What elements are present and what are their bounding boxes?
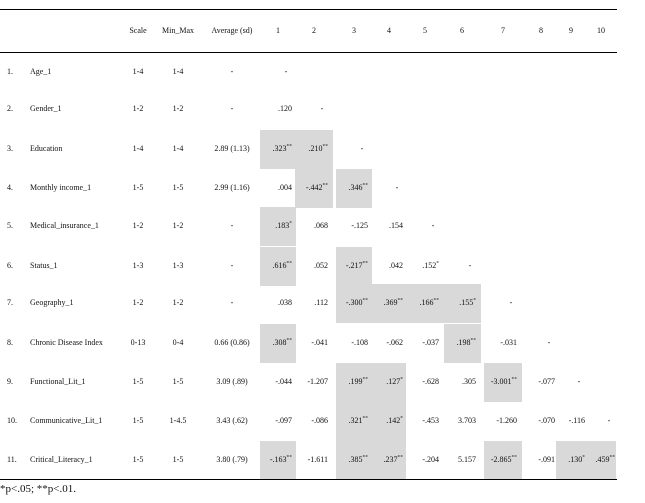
column-header: Min_Max	[162, 26, 194, 35]
row-min-max: 1-4	[172, 67, 184, 76]
correlation-value: -.442**	[305, 182, 328, 192]
header-rule	[0, 52, 617, 53]
row-min-max: 1-4	[172, 144, 184, 153]
row-scale: 1-5	[132, 455, 144, 464]
correlation-value: .369**	[383, 297, 403, 307]
column-header: 5	[423, 26, 427, 35]
correlation-value: .183*	[275, 220, 292, 230]
correlation-value: .305	[462, 377, 476, 386]
correlation-value: -.300**	[345, 297, 368, 307]
row-scale: 1-2	[132, 298, 144, 307]
column-header: Average (sd)	[211, 26, 253, 35]
row-min-max: 1-5	[172, 455, 184, 464]
row-min-max: 1-2	[172, 298, 184, 307]
row-scale: 1-4	[132, 67, 144, 76]
row-average: -	[230, 221, 234, 230]
correlation-value: 3.703	[458, 416, 476, 425]
column-header: 3	[352, 26, 356, 35]
column-header: 1	[276, 26, 280, 35]
row-number: 8.	[7, 338, 13, 347]
row-variable-name: Functional_Lit_1	[30, 377, 86, 386]
row-scale: 1-2	[132, 104, 144, 113]
row-number: 5.	[7, 221, 13, 230]
row-scale: 1-5	[132, 183, 144, 192]
row-min-max: 1-2	[172, 221, 184, 230]
correlation-value: .112	[314, 298, 328, 307]
correlation-value: -.628	[422, 377, 439, 386]
row-number: 1.	[7, 67, 13, 76]
correlation-value: .038	[278, 298, 292, 307]
column-header: 10	[597, 26, 605, 35]
row-variable-name: Age_1	[30, 67, 52, 76]
correlation-value: .004	[278, 183, 292, 192]
correlation-value: -	[320, 104, 324, 113]
correlation-value: -.116	[568, 416, 585, 425]
row-min-max: 1-5	[172, 183, 184, 192]
row-number: 3.	[7, 144, 13, 153]
correlation-value: -.070	[538, 416, 555, 425]
row-scale: 1-5	[132, 416, 144, 425]
correlation-value: .166**	[419, 297, 439, 307]
row-number: 11.	[7, 455, 17, 464]
row-min-max: 1-4.5	[169, 416, 187, 425]
correlation-value: .068	[314, 221, 328, 230]
row-variable-name: Education	[30, 144, 63, 153]
correlation-value: -.453	[422, 416, 439, 425]
row-number: 7.	[7, 298, 13, 307]
correlation-value: -.041	[311, 338, 328, 347]
correlation-value: -1.207	[307, 377, 328, 386]
row-scale: 1-2	[132, 221, 144, 230]
row-average: 3.80 (.79)	[216, 455, 248, 464]
row-average: 2.99 (1.16)	[214, 183, 250, 192]
row-min-max: 0-4	[172, 338, 184, 347]
correlation-value: 5.157	[458, 455, 476, 464]
column-header: 2	[312, 26, 316, 35]
row-variable-name: Gender_1	[30, 104, 62, 113]
row-scale: 1-3	[132, 261, 144, 270]
correlation-value: -	[360, 144, 364, 153]
row-min-max: 1-2	[172, 104, 184, 113]
correlation-value: .142*	[386, 415, 403, 425]
row-number: 9.	[7, 377, 13, 386]
row-min-max: 1-5	[172, 377, 184, 386]
row-average: -	[230, 261, 234, 270]
correlation-value: -	[509, 298, 513, 307]
row-variable-name: Monthly income_1	[30, 183, 92, 192]
correlation-value: .152*	[422, 260, 439, 270]
row-scale: 1-5	[132, 377, 144, 386]
correlation-value: -.091	[538, 455, 555, 464]
correlation-value: .127*	[386, 376, 403, 386]
correlation-value: .052	[314, 261, 328, 270]
correlation-value: .321**	[348, 415, 368, 425]
correlation-value: .154	[389, 221, 403, 230]
correlation-value: .616**	[272, 260, 292, 270]
row-number: 4.	[7, 183, 13, 192]
correlation-value: -	[577, 377, 581, 386]
correlation-value: -.062	[386, 338, 403, 347]
correlation-value: .130*	[568, 454, 585, 464]
row-variable-name: Chronic Disease Index	[30, 338, 103, 347]
correlation-value: -3.001**	[490, 376, 517, 386]
correlation-value: .210**	[308, 143, 328, 153]
column-header: 4	[387, 26, 391, 35]
correlation-value: -.125	[351, 221, 368, 230]
correlation-value: .237**	[383, 454, 403, 464]
row-min-max: 1-3	[172, 261, 184, 270]
row-average: -	[230, 104, 234, 113]
correlation-value: -.163**	[269, 454, 292, 464]
row-average: -	[230, 298, 234, 307]
row-number: 10.	[7, 416, 17, 425]
correlation-value: -	[547, 338, 551, 347]
bottom-rule	[0, 479, 617, 480]
correlation-value: -1.260	[496, 416, 517, 425]
correlation-value: -	[395, 183, 399, 192]
correlation-value: -	[431, 221, 435, 230]
row-variable-name: Medical_insurance_1	[30, 221, 99, 230]
row-number: 2.	[7, 104, 13, 113]
row-variable-name: Geography_1	[30, 298, 74, 307]
row-average: 0.66 (0.86)	[214, 338, 250, 347]
row-scale: 1-4	[132, 144, 144, 153]
correlation-value: -.108	[351, 338, 368, 347]
row-scale: 0-13	[130, 338, 146, 347]
correlation-value: .155*	[459, 297, 476, 307]
row-average: 3.09 (.89)	[216, 377, 248, 386]
correlation-value: -.044	[275, 377, 292, 386]
correlation-value: -.077	[538, 377, 555, 386]
correlation-value: .198**	[456, 337, 476, 347]
correlation-value: .346**	[348, 182, 368, 192]
correlation-value: -.097	[275, 416, 292, 425]
correlation-value: .042	[389, 261, 403, 270]
correlation-value: -.204	[422, 455, 439, 464]
row-average: 2.89 (1.13)	[214, 144, 250, 153]
top-rule	[0, 9, 617, 10]
row-average: 3.43 (.62)	[216, 416, 248, 425]
table-footnote: *p<.05; **p<.01.	[0, 483, 76, 495]
correlation-value: -.086	[311, 416, 328, 425]
row-average: -	[230, 67, 234, 76]
column-header: 7	[501, 26, 505, 35]
row-variable-name: Status_1	[30, 261, 58, 270]
row-variable-name: Communicative_Lit_1	[30, 416, 103, 425]
correlation-value: .385**	[348, 454, 368, 464]
correlation-value: .323**	[272, 143, 292, 153]
correlation-value: -2.865**	[490, 454, 517, 464]
column-header: 6	[460, 26, 464, 35]
correlation-value: .199**	[348, 376, 368, 386]
correlation-value: -.031	[500, 338, 517, 347]
correlation-value: -1.611	[307, 455, 328, 464]
correlation-value: -	[607, 416, 611, 425]
column-header: 9	[569, 26, 573, 35]
correlation-value: -.217**	[345, 260, 368, 270]
correlation-value: .308**	[272, 337, 292, 347]
correlation-value: -	[468, 261, 472, 270]
column-header: 8	[539, 26, 543, 35]
correlation-value: -.037	[422, 338, 439, 347]
correlation-value: -	[284, 67, 288, 76]
row-variable-name: Critical_Literacy_1	[30, 455, 93, 464]
row-number: 6.	[7, 261, 13, 270]
correlation-value: .459**	[595, 454, 615, 464]
column-header: Scale	[129, 26, 147, 35]
correlation-value: .120	[278, 104, 292, 113]
